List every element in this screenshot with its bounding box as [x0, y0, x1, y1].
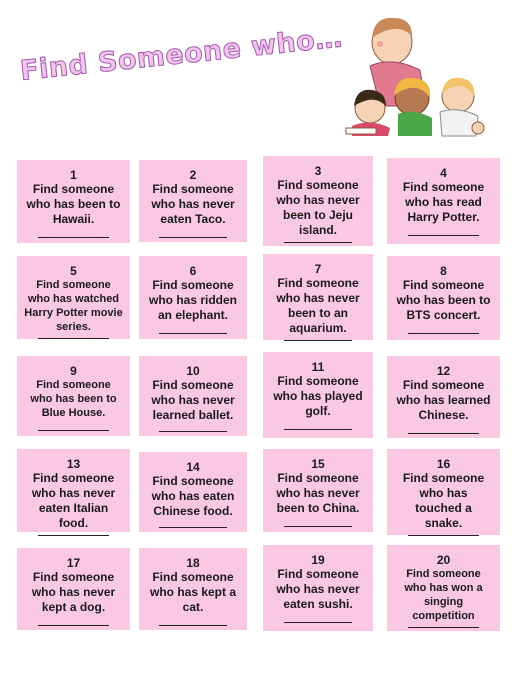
card-number: 9 [70, 364, 77, 378]
card-number: 4 [440, 166, 447, 180]
answer-line[interactable] [159, 231, 226, 238]
answer-line[interactable] [159, 523, 226, 528]
card-number: 1 [70, 168, 77, 182]
card-20 [387, 545, 500, 631]
card-prompt: Find someone who has read Harry Potter. [402, 180, 485, 224]
card-prompt: Find someone who has played golf. [273, 374, 363, 418]
card-number: 19 [311, 553, 325, 567]
card-number: 8 [440, 264, 447, 278]
card-prompt: Find someone who has eaten Chinese food. [151, 474, 235, 518]
card-prompt: Find someone who has never eaten sushi. [276, 567, 360, 611]
answer-line[interactable] [408, 327, 479, 334]
card-prompt: Find someone who has been to Hawaii. [26, 182, 121, 226]
card-prompt: Find someone who has kept a cat. [149, 570, 237, 614]
card-number: 13 [66, 457, 81, 471]
card-15 [263, 449, 373, 532]
card-4 [387, 158, 500, 244]
card-number: 2 [189, 168, 197, 182]
card-number: 10 [186, 364, 200, 378]
card-number: 6 [189, 264, 197, 278]
answer-line[interactable] [38, 231, 109, 238]
card-18 [139, 548, 247, 630]
card-10 [139, 356, 247, 436]
children-reading-icon [340, 10, 490, 140]
card-prompt: Find someone who has never eaten Italian food. [31, 471, 116, 530]
answer-line[interactable] [408, 427, 479, 434]
card-number: 14 [186, 460, 200, 474]
card-7 [263, 254, 373, 340]
card-prompt: Find someone who has been to Blue House. [30, 379, 117, 419]
card-number: 12 [436, 364, 451, 378]
card-prompt: Find someone who has never kept a dog. [31, 570, 116, 614]
answer-line[interactable] [284, 340, 353, 341]
answer-line[interactable] [38, 619, 109, 626]
card-number: 18 [186, 556, 200, 570]
card-number: 20 [436, 553, 451, 567]
card-17 [17, 548, 130, 630]
card-19 [263, 545, 373, 631]
card-prompt: Find someone who has never been to an aquarium. [276, 276, 360, 335]
card-number: 7 [314, 262, 322, 276]
card-3 [263, 156, 373, 246]
page-title: Find Someone who… [18, 22, 345, 88]
card-prompt: Find someone who has never learned ballet. [151, 378, 235, 422]
card-prompt: Find someone who has watched Harry Potter movie series. [24, 279, 123, 333]
card-6 [139, 256, 247, 339]
answer-line[interactable] [38, 338, 109, 339]
card-prompt: Find someone who has been to BTS concert. [396, 278, 491, 322]
card-2 [139, 160, 247, 242]
card-number: 16 [436, 457, 451, 471]
card-number: 3 [314, 164, 322, 178]
card-8 [387, 256, 500, 340]
card-14 [139, 452, 247, 532]
card-prompt: Find someone who has ridden an elephant. [148, 278, 237, 322]
card-number: 11 [311, 360, 325, 374]
card-prompt: Find someone who has touched a snake. [402, 471, 485, 530]
card-number: 17 [66, 556, 81, 570]
card-prompt: Find someone who has never been to Jeju island. [276, 178, 360, 237]
card-number: 5 [70, 264, 77, 278]
answer-line[interactable] [159, 619, 226, 626]
card-prompt: Find someone who has won a singing competition [404, 568, 483, 622]
answer-line[interactable] [284, 520, 353, 527]
card-16 [387, 449, 500, 535]
card-12 [387, 356, 500, 438]
card-number: 15 [311, 457, 325, 471]
card-5 [17, 256, 130, 339]
answer-line[interactable] [38, 535, 109, 536]
answer-line[interactable] [284, 423, 353, 430]
card-prompt: Find someone who has never eaten Taco. [151, 182, 235, 226]
card-prompt: Find someone who has never been to China. [276, 471, 360, 515]
card-1 [17, 160, 130, 243]
answer-line[interactable] [408, 535, 479, 536]
answer-line[interactable] [408, 229, 479, 236]
card-9 [17, 356, 130, 436]
card-prompt: Find someone who has learned Chinese. [396, 378, 491, 422]
card-11 [263, 352, 373, 438]
answer-line[interactable] [159, 427, 226, 432]
answer-line[interactable] [38, 424, 109, 431]
answer-line[interactable] [408, 627, 479, 628]
answer-line[interactable] [284, 242, 353, 243]
card-13 [17, 449, 130, 532]
answer-line[interactable] [159, 327, 226, 334]
answer-line[interactable] [284, 616, 353, 623]
